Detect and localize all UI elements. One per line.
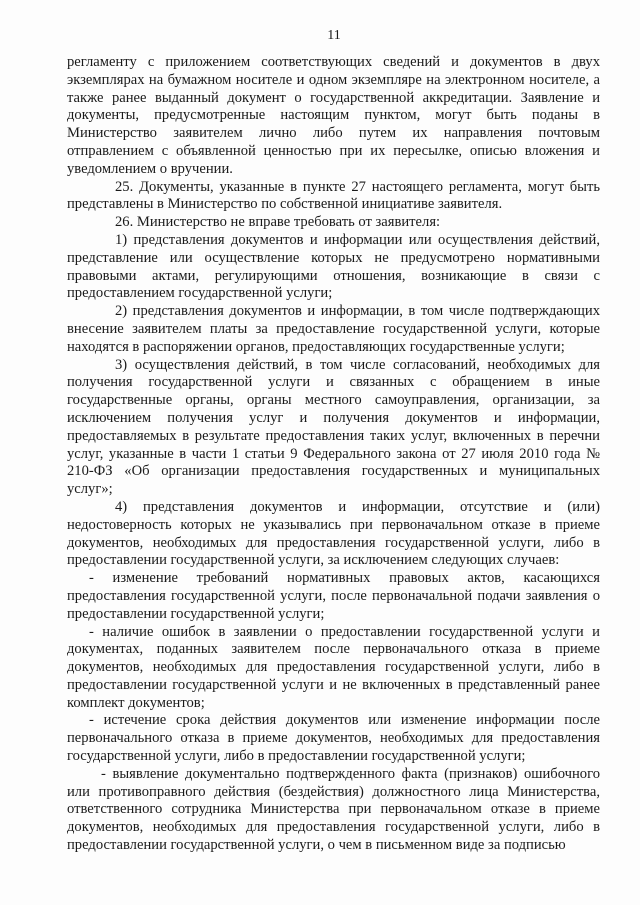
- paragraph: - истечение срока действия документов или изменение информации после первоначального отказа в приеме документов, необходимых для предоставления государственной услуги, либо в предоставлении государственной услуги;: [67, 712, 600, 765]
- paragraph: 26. Министерство не вправе требовать от заявителя:: [115, 214, 441, 231]
- paragraph: 2) представления документов и информации, в том числе подтверждающих внесение заявителем платы за предоставление государственной услуги, которые находятся в распоряжении органов, предоставляющих государственные услуги;: [67, 303, 600, 355]
- page-number: 11: [327, 28, 341, 43]
- paragraph: 1) представления документов и информации или осуществления действий, представление или осуществление которых не предусмотрено нормативными правовыми актами, регулирующими отношения, возникающие в связи с предоставлением государственной услуги;: [67, 231, 600, 302]
- paragraph: - изменение требований нормативных правовых актов, касающихся предоставления государственной услуги, после первоначальной подачи заявления о предоставлении государственной услуги;: [67, 570, 600, 622]
- paragraph: - наличие ошибок в заявлении о предоставлении государственной услуги и документах, поданных заявителем после первоначального отказа в приеме документов, необходимых для предоставления государственной услуги, либо в предоставлении государственной услуги и не включенных в представленный ранее комплект документов;: [67, 623, 600, 711]
- paragraph: регламенту с приложением соответствующих сведений и документов в двух экземплярах на бумажном носителе и одном экземпляре на электронном носителе, а также ранее выданный документ о государственной аккредитации. Заявление и документы, предусмотренные настоящим пунктом, могут быть поданы в Министерство заявителем лично либо путем их направления почтовым отправлением с объявленной ценностью при их пересылке, описью вложения и уведомлением о вручении.: [67, 54, 600, 177]
- paragraph: - выявление документально подтвержденного факта (признаков) ошибочного или противоправного действия (бездействия) должностного лица Министерства, ответственного сотрудника Министерства при первоначальном отказе в приеме документов, необходимых для предоставления государственной услуги, либо в предоставлении государственной услуги, о чем в письменном виде за подписью: [67, 765, 600, 854]
- document-body: [67, 54, 600, 855]
- paragraph: 4) представления документов и информации, отсутствие и (или) недостоверность которых не указывались при первоначальном отказе в приеме документов, необходимых для предоставления государственной услуги, либо в предоставлении государственной услуги, за исключением следующих случаев:: [67, 498, 600, 569]
- paragraph: 25. Документы, указанные в пункте 27 настоящего регламента, могут быть представлены в Министерство по собственной инициативе заявителя.: [67, 178, 600, 213]
- paragraph: 3) осуществления действий, в том числе согласований, необходимых для получения государственной услуги и связанных с обращением в иные государственные органы, органы местного самоуправления, организации, за исключением получения услуг и получения документов и информации, предоставляемых в результате предоставления таких услуг, включенных в перечни услуг, указанные в части 1 статьи 9 Федерального закона от 27 июля 2010 года № 210-ФЗ «Об организации предоставления государственных и муниципальных услуг»;: [67, 356, 600, 498]
